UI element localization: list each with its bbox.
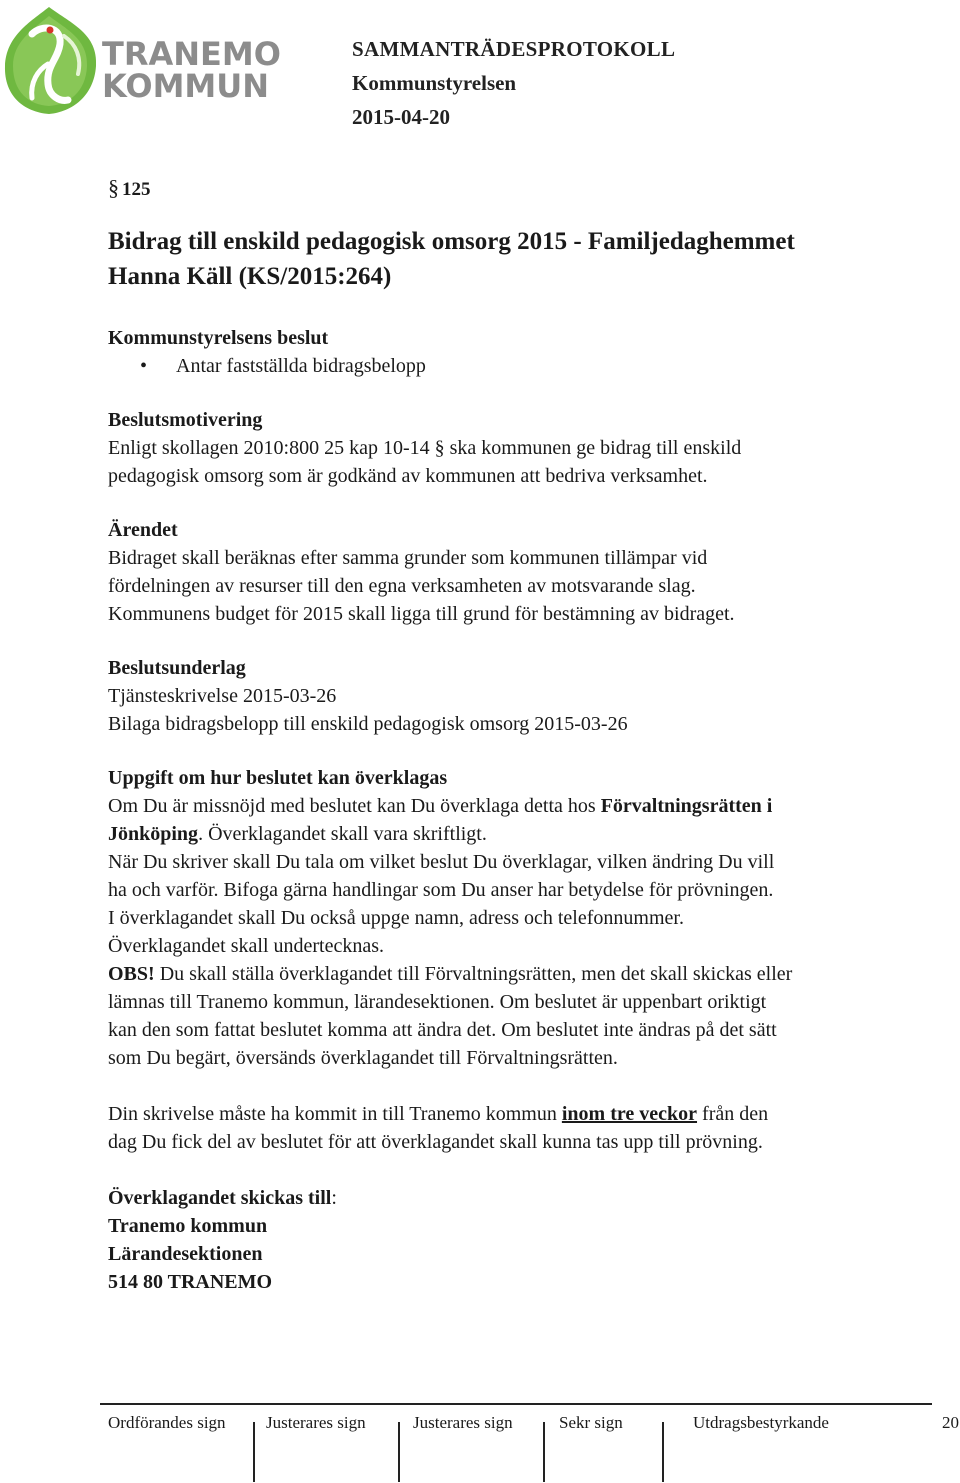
motivation-line-2: pedagogisk omsorg som är godkänd av kommunen att bedriva verksamhet. xyxy=(108,465,708,487)
basis-heading: Beslutsunderlag xyxy=(108,657,246,679)
item-title-line-2: Hanna Käll (KS/2015:264) xyxy=(108,263,392,290)
obs-label: OBS! xyxy=(108,963,155,985)
motivation-heading: Beslutsmotivering xyxy=(108,409,263,431)
footer-extract-certification: Utdragsbestyrkande xyxy=(693,1413,829,1432)
logo-line-kommun: KOMMUN xyxy=(102,67,270,105)
footer-divider xyxy=(100,1403,932,1405)
appeal-line-1-text: Om Du är missnöjd med beslutet kan Du överklaga detta hos xyxy=(108,795,601,817)
obs-line-3: kan den som fattat beslutet komma att ändra det. Om beslutet inte ändras på det sätt xyxy=(108,1019,777,1041)
send-to-colon: : xyxy=(331,1187,337,1209)
protocol-body xyxy=(108,170,908,1296)
document-header xyxy=(352,32,675,134)
deadline-line-2: dag Du fick del av beslutet för att överklagandet skall kunna tas upp till prövning. xyxy=(108,1131,763,1153)
footer-adjuster-sign-1: Justerares sign xyxy=(266,1413,366,1432)
matter-line-1: Bidraget skall beräknas efter samma grunder som kommunen tillämpar vid xyxy=(108,547,708,569)
address-line-2: Lärandesektionen xyxy=(108,1243,263,1265)
appeal-line-1 xyxy=(108,792,908,820)
address-line-3: 514 80 TRANEMO xyxy=(108,1271,273,1293)
bullet-icon: • xyxy=(140,355,148,377)
basis-line-2: Bilaga bidragsbelopp till enskild pedagogisk omsorg 2015-03-26 xyxy=(108,713,628,735)
obs-line-4: som Du begärt, översänds överklagandet till Förvaltningsrätten. xyxy=(108,1047,618,1069)
footer-separator xyxy=(253,1422,255,1482)
appeal-heading: Uppgift om hur beslutet kan överklagas xyxy=(108,767,448,789)
footer-chair-sign: Ordförandes sign xyxy=(108,1413,226,1432)
paragraph-number xyxy=(108,170,908,206)
crane-emblem-icon xyxy=(2,4,100,116)
deadline-line-1 xyxy=(108,1100,908,1128)
logo-line-tranemo: TRANEMO xyxy=(102,35,281,73)
logo-wordmark xyxy=(102,35,281,105)
appeal-line-4: ha och varför. Bifoga gärna handlingar som Du anser har betydelse för prövningen. xyxy=(108,879,774,901)
matter-heading: Ärendet xyxy=(108,519,178,541)
obs-line-1-text: Du skall ställa överklagandet till Förvaltningsrätten, men det skall skickas eller xyxy=(154,963,793,985)
paragraph-number-value: 125 xyxy=(122,179,151,200)
document-type: SAMMANTRÄDESPROTOKOLL xyxy=(352,37,676,61)
footer-separator xyxy=(543,1422,545,1482)
meeting-date: 2015-04-20 xyxy=(352,105,450,129)
matter-line-3: Kommunens budget för 2015 skall ligga till grund för bestämning av bidraget. xyxy=(108,603,735,625)
basis-line-1: Tjänsteskrivelse 2015-03-26 xyxy=(108,685,337,707)
footer-adjuster-sign-2: Justerares sign xyxy=(413,1413,513,1432)
appeal-line-2-text: . Överklagandet skall vara skriftligt. xyxy=(198,823,487,845)
footer-secretary-sign: Sekr sign xyxy=(559,1413,623,1432)
deadline-emphasis: inom tre veckor xyxy=(561,1103,698,1125)
appeal-line-5: I överklagandet skall Du också uppge namn, adress och telefonnummer. xyxy=(108,907,684,929)
deadline-line-1-text: Din skrivelse måste ha kommit in till Tranemo kommun xyxy=(108,1103,562,1125)
paragraph-symbol: § xyxy=(108,175,119,200)
court-name-part-1: Förvaltningsrätten i xyxy=(600,795,773,817)
decision-bullet-text: Antar fastställda bidragsbelopp xyxy=(176,355,426,377)
appeal-line-2 xyxy=(108,820,908,848)
obs-line-1 xyxy=(108,960,908,988)
footer-separator xyxy=(662,1422,664,1482)
item-title-line-1: Bidrag till enskild pedagogisk omsorg 2015 - Familjedaghemmet xyxy=(108,228,795,255)
page-number: 20 xyxy=(942,1413,959,1432)
motivation-line-1: Enligt skollagen 2010:800 25 kap 10-14 § ska kommunen ge bidrag till enskild xyxy=(108,437,742,459)
decision-bullet xyxy=(108,352,908,380)
address-line-1: Tranemo kommun xyxy=(108,1215,268,1237)
tranemo-kommun-logo xyxy=(2,4,281,116)
matter-line-2: fördelningen av resurser till den egna verksamheten av motsvarande slag. xyxy=(108,575,696,597)
decision-heading: Kommunstyrelsens beslut xyxy=(108,327,329,349)
deadline-line-1-tail: från den xyxy=(697,1103,769,1125)
send-to-label-text: Överklagandet skickas till xyxy=(108,1187,332,1209)
obs-line-2: lämnas till Tranemo kommun, lärandesektionen. Om beslutet är uppenbart oriktigt xyxy=(108,991,767,1013)
appeal-line-6: Överklagandet skall undertecknas. xyxy=(108,935,385,957)
footer-separator xyxy=(398,1422,400,1482)
organ-name: Kommunstyrelsen xyxy=(352,71,517,95)
court-name-part-2: Jönköping xyxy=(108,823,199,845)
item-title xyxy=(108,224,908,294)
send-to-label xyxy=(108,1184,908,1212)
appeal-line-3: När Du skriver skall Du tala om vilket beslut Du överklagar, vilken ändring Du vill xyxy=(108,851,775,873)
